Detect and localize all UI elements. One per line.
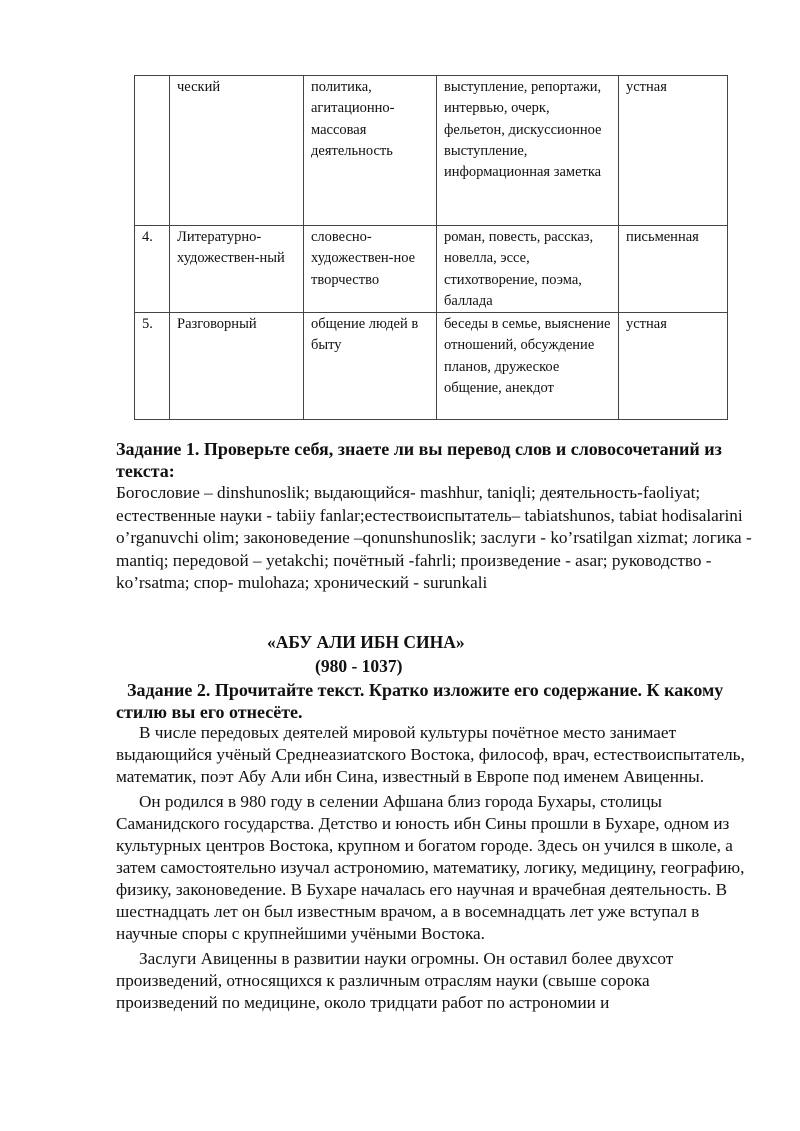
vocabulary-list: Богословие – dinshunoslik; выдающийся- mashhur, taniqli; деятельность-faoliyat; естественные науки - tabiiy fanlar;естествоиспытатель– tabiatshunos, tabiat hodisalarini o’rganuvchi olim; законоведение –qonunshunoslik; заслуги - ko’rsatilgan xizmat; логика - mantiq; передовой – yetakchi; почётный -fahrli; произведение - asar; руководство - ko’rsatma; спор- mulohaza; хронический - surunkali [116,483,752,593]
table-row [135,76,728,226]
style-genres: беседы в семье, выяснение отношений, обсуждение планов, дружеское общение, анекдот [437,313,619,420]
paragraph: Он родился в 980 году в селении Афшана близ города Бухары, столицы Саманидского государства. Детство и юность ибн Сины прошли в Бухаре, одном из культурных центров Востока, крупном и богатом городе. Здесь он учился в школе, а затем самостоятельно изучал астрономию, математику, логику, медицину, географию, физику, законоведение. В Бухаре началась его научная и врачебная деятельность. В шестнадцать лет он был известным врачом, а в восемнадцать лет уже вступал в научные споры с крупнейшими учёными Востока. [116,792,745,943]
style-sphere: словесно-художествен-ное творчество [304,226,437,313]
style-genres: роман, повесть, рассказ, новелла, эссе, стихотворение, поэма, баллада [437,226,619,313]
table-row [135,313,728,420]
row-number [135,76,170,226]
style-form: устная [619,313,728,420]
article-title: «АБУ АЛИ ИБН СИНА» [267,632,465,652]
style-name: ческий [170,76,304,226]
paragraph: Заслуги Авиценны в развитии науки огромны. Он оставил более двухсот произведений, относящихся к различным отраслям науки (свыше сорока произведений по медицине, около тридцати работ по астрономии и [116,949,674,1012]
row-number: 5. [135,313,170,420]
article-years: (980 - 1037) [315,656,403,676]
task1-heading: Задание 1. Проверьте себя, знаете ли вы перевод слов и словосочетаний из текста: [116,439,722,481]
style-form: письменная [619,226,728,313]
task2-heading: Задание 2. Прочитайте текст. Кратко изложите его содержание. К какому стилю вы его отнесёте. [116,680,724,722]
style-sphere: политика, агитационно-массовая деятельность [304,76,437,226]
speech-styles-table [134,75,728,420]
paragraph: В числе передовых деятелей мировой культуры почётное место занимает выдающийся учёный Среднеазиатского Востока, философ, врач, естествоиспытатель, математик, поэт Абу Али ибн Сина, известный в Европе под именем Авиценны. [116,723,745,786]
style-sphere: общение людей в быту [304,313,437,420]
style-genres: выступление, репортажи, интервью, очерк, фельетон, дискуссионное выступление, информационная заметка [437,76,619,226]
style-name: Литературно-художествен-ный [170,226,304,313]
table-row [135,226,728,313]
article-body [116,722,746,1017]
row-number: 4. [135,226,170,313]
style-form: устная [619,76,728,226]
style-name: Разговорный [170,313,304,420]
